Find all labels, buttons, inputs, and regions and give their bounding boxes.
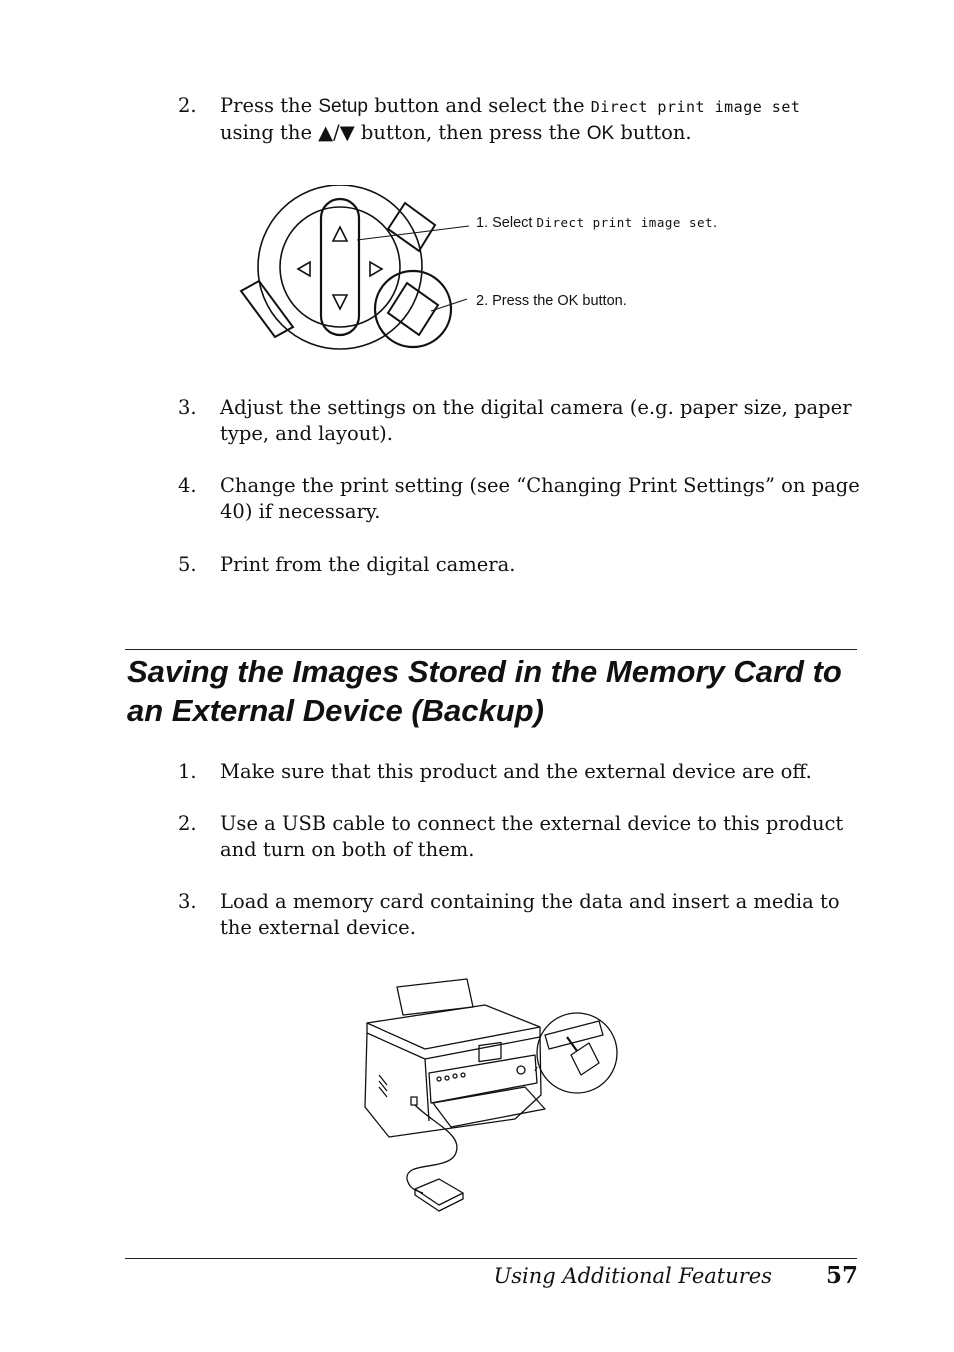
callout-text: . (713, 215, 718, 231)
step-number: 2. (178, 94, 197, 117)
menu-item-label: Direct print image set (590, 98, 801, 116)
control-panel-figure (235, 185, 665, 355)
heading-rule (125, 649, 857, 650)
external-storage-device (415, 1179, 463, 1205)
ok-button-label: OK (586, 123, 615, 144)
usb-cable (407, 1105, 457, 1193)
section-heading: Saving the Images Stored in the Memory Card to an External Device (Backup) (127, 654, 842, 728)
lid-edge (367, 1023, 540, 1059)
right-arrow-icon (370, 262, 382, 276)
step-text: Print from the digital camera. (220, 553, 516, 576)
panel-button-icon (437, 1077, 441, 1081)
paper-support (397, 979, 473, 1015)
panel-dial-icon (517, 1066, 525, 1074)
footer-rule (125, 1258, 857, 1259)
step-text: Change the print setting (see “Changing Print Settings” on page 40) if necessary. (220, 474, 860, 523)
memory-card-slot (545, 1021, 603, 1049)
panel-button-icon (445, 1076, 449, 1080)
panel-button-icon (453, 1074, 457, 1078)
step-text (220, 93, 860, 147)
step-text: Adjust the settings on the digital camera (e.g. paper size, paper type, and layout). (220, 396, 852, 445)
step-text: Load a memory card containing the data and insert a media to the external device. (220, 890, 840, 939)
step-number: 3. (178, 396, 197, 419)
printer-usb-figure (355, 975, 625, 1215)
card-slot-zoom-circle (537, 1013, 617, 1093)
text-run: Press the (220, 94, 319, 117)
text-run: button. (614, 121, 692, 144)
step-text: Make sure that this product and the external device are off. (220, 760, 812, 783)
step-number: 4. (178, 474, 197, 497)
step-number: 2. (178, 812, 197, 835)
text-run: using the ▲/▼ button, then press the (220, 121, 587, 144)
dial-outer-ring (258, 185, 422, 349)
left-arrow-icon (298, 262, 310, 276)
setup-button-label: Setup (318, 96, 368, 117)
printer-body (365, 1033, 541, 1137)
step-number: 1. (178, 760, 197, 783)
up-arrow-icon (333, 227, 347, 241)
callout-menu-text: Direct print image set (536, 215, 714, 230)
step-text: Use a USB cable to connect the external device to this product and turn on both of them. (220, 812, 844, 861)
panel-button-icon (461, 1073, 465, 1077)
usb-port (411, 1097, 417, 1105)
page-number: 57 (825, 1262, 858, 1289)
up-down-rocker (321, 199, 359, 335)
callout-select-label (476, 215, 717, 231)
down-arrow-icon (333, 295, 347, 309)
body-corner (425, 1059, 429, 1121)
ok-button-highlight (375, 271, 451, 347)
callout-text: 1. Select (476, 215, 537, 231)
text-run: button and select the (368, 94, 591, 117)
step-number: 3. (178, 890, 197, 913)
step-number: 5. (178, 553, 197, 576)
callout-ok-label: 2. Press the OK button. (476, 293, 627, 309)
footer-title: Using Additional Features (493, 1264, 772, 1288)
